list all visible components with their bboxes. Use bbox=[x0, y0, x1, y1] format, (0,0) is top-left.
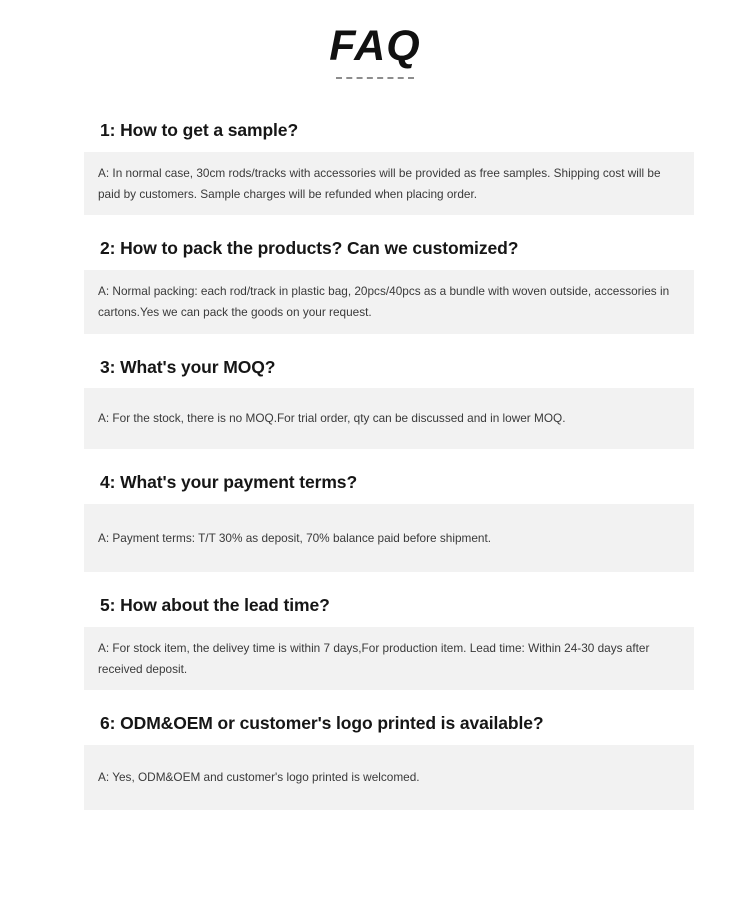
faq-answer: A: Yes, ODM&OEM and customer's logo printed is welcomed. bbox=[84, 745, 694, 810]
faq-question-text: What's your payment terms? bbox=[120, 471, 358, 492]
title-underline-decoration bbox=[336, 77, 414, 79]
faq-answer: A: For the stock, there is no MOQ.For trial order, qty can be discussed and in lower MOQ. bbox=[84, 388, 694, 449]
faq-question bbox=[100, 712, 670, 735]
faq-question-number: 4: bbox=[100, 471, 116, 492]
faq-question-number: 2: bbox=[100, 238, 116, 259]
faq-question-text: How about the lead time? bbox=[120, 595, 330, 616]
faq-answer: A: In normal case, 30cm rods/tracks with accessories will be provided as free samples. Shipping cost will be paid by customers. Sample charges will be refunded when placing order. bbox=[84, 152, 694, 215]
page-title-wrap bbox=[0, 0, 750, 79]
faq-item bbox=[100, 712, 670, 809]
faq-question-text: ODM&OEM or customer's logo printed is available? bbox=[120, 713, 544, 734]
faq-question-text: What's your MOQ? bbox=[120, 356, 276, 377]
faq-question bbox=[100, 356, 670, 379]
faq-item bbox=[100, 119, 670, 215]
faq-question-number: 1: bbox=[100, 120, 116, 141]
faq-answer: A: For stock item, the delivey time is within 7 days,For production item. Lead time: Within 24-30 days after received deposit. bbox=[84, 627, 694, 690]
faq-item bbox=[100, 594, 670, 690]
faq-item bbox=[100, 471, 670, 572]
faq-list bbox=[0, 119, 750, 809]
faq-answer: A: Payment terms: T/T 30% as deposit, 70% balance paid before shipment. bbox=[84, 504, 694, 573]
faq-question-number: 3: bbox=[100, 356, 116, 377]
page-title: FAQ bbox=[329, 22, 421, 70]
faq-question-text: How to pack the products? Can we customized? bbox=[120, 238, 519, 259]
faq-question bbox=[100, 471, 670, 494]
faq-answer: A: Normal packing: each rod/track in plastic bag, 20pcs/40pcs as a bundle with woven outside, accessories in cartons.Yes we can pack the goods on your request. bbox=[84, 270, 694, 333]
faq-question-text: How to get a sample? bbox=[120, 120, 299, 141]
faq-item bbox=[100, 237, 670, 333]
faq-question bbox=[100, 237, 670, 260]
faq-question-number: 5: bbox=[100, 595, 116, 616]
faq-item bbox=[100, 356, 670, 449]
faq-question bbox=[100, 594, 670, 617]
faq-question-number: 6: bbox=[100, 713, 116, 734]
faq-question bbox=[100, 119, 670, 142]
